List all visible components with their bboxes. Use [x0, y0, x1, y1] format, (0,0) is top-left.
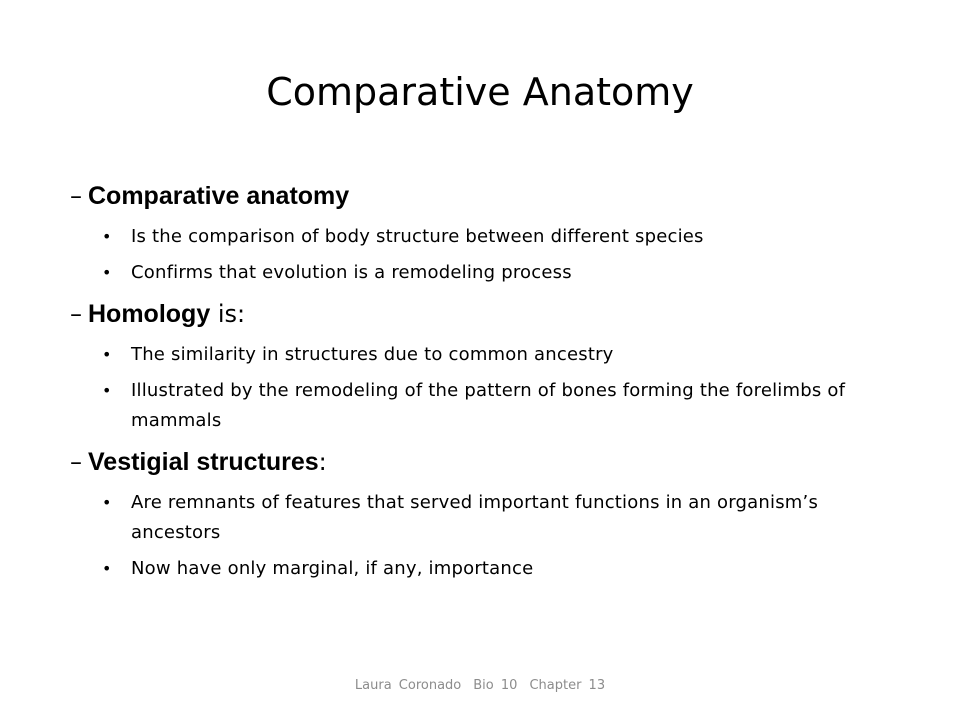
bullet-item [72, 488, 892, 548]
bullet-icon: • [102, 345, 112, 364]
section-heading: Homology [88, 300, 211, 328]
section-heading: Comparative anatomy [88, 182, 350, 210]
bullet-text: Are remnants of features that served important functions in an organism’s ancestors [131, 492, 819, 543]
bullet-item [72, 340, 892, 370]
bullet-icon: • [102, 493, 112, 512]
section-heading-suffix: is: [210, 300, 246, 328]
dash-marker: – [70, 182, 82, 210]
footer-chapter: Chapter 13 [529, 678, 606, 693]
bullet-text: Now have only marginal, if any, importance [131, 558, 534, 579]
section-homology [72, 294, 892, 334]
section-vestigial-structures [72, 442, 892, 482]
bullet-item [72, 376, 892, 436]
section-heading: Vestigial structures [88, 448, 319, 476]
bullet-icon: • [102, 263, 112, 282]
bullet-icon: • [102, 381, 112, 400]
bullet-item [72, 222, 892, 252]
bullet-text: Confirms that evolution is a remodeling process [131, 262, 572, 283]
bullet-text: Illustrated by the remodeling of the pattern of bones forming the forelimbs of mammals [131, 380, 846, 431]
dash-marker: – [70, 448, 82, 476]
bullet-icon: • [102, 559, 112, 578]
section-comparative-anatomy [72, 176, 892, 216]
slide-footer [0, 678, 960, 693]
dash-marker: – [70, 300, 82, 328]
bullet-item [72, 554, 892, 584]
bullet-text: The similarity in structures due to common ancestry [131, 344, 614, 365]
slide-title: Comparative Anatomy [266, 70, 694, 114]
bullet-text: Is the comparison of body structure between different species [131, 226, 704, 247]
bullet-icon: • [102, 227, 112, 246]
slide-content [72, 176, 892, 590]
section-heading-suffix: : [318, 448, 327, 476]
bullet-item [72, 258, 892, 288]
footer-course: Bio 10 [473, 678, 518, 693]
footer-author: Laura Coronado [354, 678, 462, 693]
